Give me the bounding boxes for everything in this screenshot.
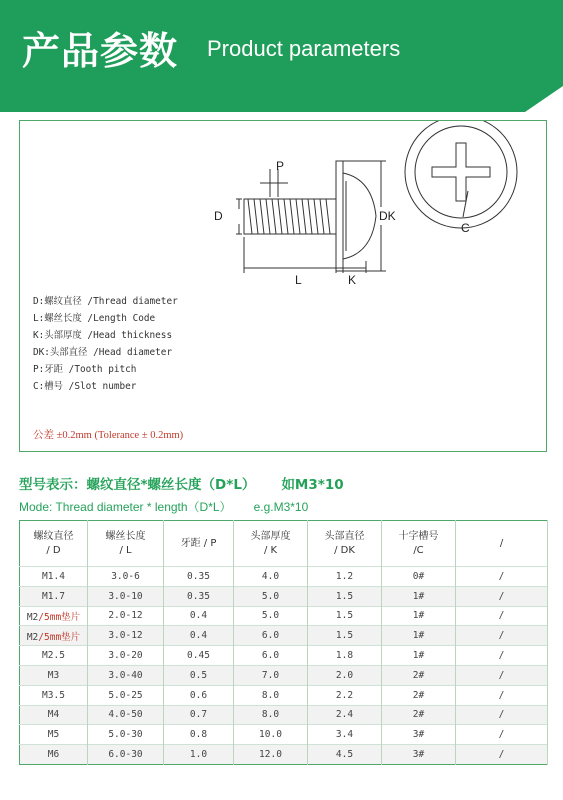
table-cell: 4.0-50 (88, 705, 164, 725)
label-c: C (461, 221, 470, 235)
table-cell: 8.0 (234, 705, 308, 725)
header-head-thickness: 头部厚度 / K (234, 521, 308, 567)
table-body (20, 567, 548, 765)
label-p: P (276, 159, 285, 173)
model-notation-en-label: Mode: Thread diameter * length（D*L） (19, 500, 232, 514)
table-cell: 0.6 (164, 685, 234, 705)
legend-item: P:牙距 /Tooth pitch (33, 364, 137, 375)
parameter-table (19, 520, 548, 765)
model-notation-cn-label: 型号表示：螺纹直径*螺丝长度（D*L） (19, 477, 256, 493)
table-cell: 0.8 (164, 725, 234, 745)
header-slot-number: 十字槽号 /C (382, 521, 456, 567)
table-cell: 3.0-12 (88, 626, 164, 646)
table-cell: 3# (382, 745, 456, 765)
model-notation-cn (19, 473, 344, 493)
table-cell: 3.0-20 (88, 646, 164, 666)
table-row (20, 626, 548, 646)
table-cell: 6.0 (234, 626, 308, 646)
label-d: D (214, 209, 223, 223)
table-cell: 2.0-12 (88, 606, 164, 626)
table-cell: 0# (382, 567, 456, 587)
table-cell: 2.0 (308, 665, 382, 685)
table-header-row (20, 521, 548, 567)
table-cell: 0.45 (164, 646, 234, 666)
table-cell: 8.0 (234, 685, 308, 705)
table-cell: 0.4 (164, 626, 234, 646)
table-cell: / (456, 685, 548, 705)
header-pitch: 牙距 / P (164, 521, 234, 567)
table-cell: 1.5 (308, 606, 382, 626)
table-cell: 3.0-6 (88, 567, 164, 587)
table-row (20, 685, 548, 705)
legend-item: K:头部厚度 /Head thickness (33, 330, 173, 341)
header-head-diameter: 头部直径 / DK (308, 521, 382, 567)
table-cell: 7.0 (234, 665, 308, 685)
table-cell: 12.0 (234, 745, 308, 765)
table-cell: / (456, 705, 548, 725)
header-slash: / (456, 521, 548, 567)
table-cell: / (456, 745, 548, 765)
table-cell: / (456, 567, 548, 587)
model-notation-en (19, 498, 308, 515)
table-row (20, 606, 548, 626)
table-cell: 6.0-30 (88, 745, 164, 765)
banner-title-cn: 产品参数 (22, 29, 179, 73)
table-row (20, 725, 548, 745)
model-example-cn: 如M3*10 (281, 477, 344, 493)
table-cell: / (456, 586, 548, 606)
table-row (20, 665, 548, 685)
spec-diagram-box (19, 120, 547, 452)
table-cell: / (456, 725, 548, 745)
table-row (20, 705, 548, 725)
table-cell: 2.4 (308, 705, 382, 725)
table-cell: 5.0-30 (88, 725, 164, 745)
model-example-en: e.g.M3*10 (253, 500, 309, 514)
table-cell: 0.35 (164, 586, 234, 606)
table-row (20, 586, 548, 606)
table-cell: 1.5 (308, 586, 382, 606)
table-cell: M4 (20, 705, 88, 725)
table-cell: M1.4 (20, 567, 88, 587)
table-cell: 2# (382, 685, 456, 705)
header-banner (0, 0, 563, 114)
table-cell: 0.35 (164, 567, 234, 587)
legend-item: D:螺纹直径 /Thread diameter (33, 296, 178, 307)
tolerance-note: 公差 ±0.2mm (Tolerance ± 0.2mm) (33, 430, 184, 441)
header-thread-diameter: 螺纹直径 / D (20, 521, 88, 567)
table-row (20, 646, 548, 666)
table-cell: 4.0 (234, 567, 308, 587)
table-cell: 1.0 (164, 745, 234, 765)
table-cell: 3.4 (308, 725, 382, 745)
table-cell: 3.0-10 (88, 586, 164, 606)
table-cell: / (456, 626, 548, 646)
table-cell: / (456, 646, 548, 666)
table-cell: / (456, 665, 548, 685)
table-cell: 5.0-25 (88, 685, 164, 705)
table-cell: 2.2 (308, 685, 382, 705)
legend-item: C:槽号 /Slot number (33, 381, 137, 392)
table-cell: 0.7 (164, 705, 234, 725)
table-cell: 1.2 (308, 567, 382, 587)
table-cell: 1# (382, 626, 456, 646)
table-cell: M2/5mm垫片 (20, 626, 88, 646)
table-cell: 2# (382, 705, 456, 725)
label-dk: DK (379, 209, 396, 223)
table-cell: M3.5 (20, 685, 88, 705)
table-cell: M2.5 (20, 646, 88, 666)
table-cell: 5.0 (234, 606, 308, 626)
table-cell: 1# (382, 646, 456, 666)
legend-item: L:螺丝长度 /Length Code (33, 313, 156, 324)
table-cell: / (456, 606, 548, 626)
table-cell: M1.7 (20, 586, 88, 606)
table-cell: 1.8 (308, 646, 382, 666)
table-cell: 3.0-40 (88, 665, 164, 685)
table-cell: 3# (382, 725, 456, 745)
label-l: L (295, 273, 302, 287)
table-cell: M3 (20, 665, 88, 685)
banner-title-en: Product parameters (207, 36, 401, 61)
table-cell: 2# (382, 665, 456, 685)
table-cell: 1# (382, 606, 456, 626)
header-length: 螺丝长度 / L (88, 521, 164, 567)
table-cell: 4.5 (308, 745, 382, 765)
table-row (20, 567, 548, 587)
table-cell: M2/5mm垫片 (20, 606, 88, 626)
table-cell: 1.5 (308, 626, 382, 646)
table-cell: 0.4 (164, 606, 234, 626)
table-cell: 1# (382, 586, 456, 606)
table-cell: 0.5 (164, 665, 234, 685)
table-cell: 6.0 (234, 646, 308, 666)
label-k: K (348, 273, 357, 287)
table-cell: M5 (20, 725, 88, 745)
table-row (20, 745, 548, 765)
parameter-legend (33, 293, 178, 395)
legend-item: DK:头部直径 /Head diameter (33, 347, 173, 358)
table-cell: 5.0 (234, 586, 308, 606)
table-cell: 10.0 (234, 725, 308, 745)
table-cell: M6 (20, 745, 88, 765)
